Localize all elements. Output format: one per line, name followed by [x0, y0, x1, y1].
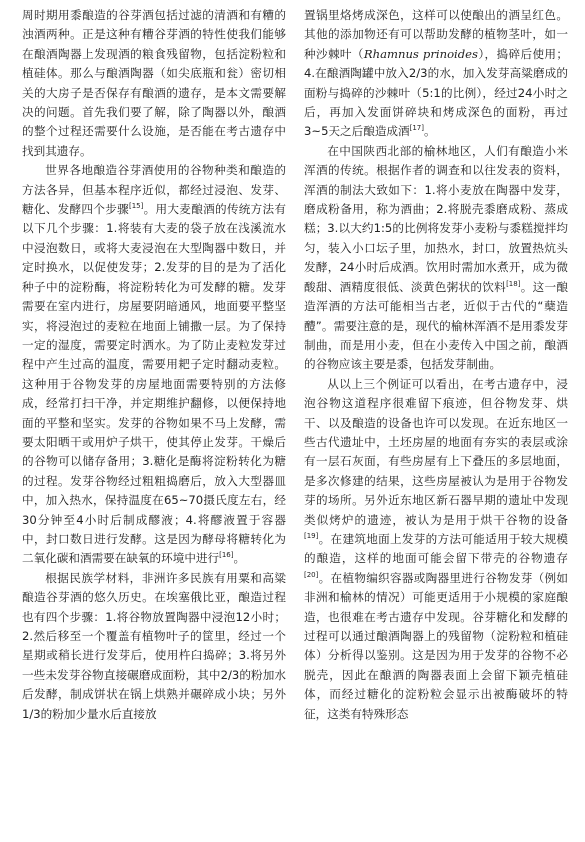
citation-ref: [16]	[219, 551, 234, 560]
paragraph-text: 。用大麦酿酒的传统方法有以下几个步骤：1.将装有大麦的袋子放在浅溪流水中浸泡数日，或将大麦浸泡在大型陶器中数日，并定时换水，以促使发芽；2.发芽的目的是为了活化种子中的淀粉酶，将淀粉转化为可发酵的糖。发芽需要在室内进行，房屋要阴暗通风，地面要平整坚实，将浸泡过的麦粒在地面上铺撒一层。为了保持一定的湿度，需要定时洒水。为了防止麦粒发芽过程中产生过高的温度，需要用耙子定时翻动麦粒。这种用于谷物发芽的房屋地面需要特别的方法修成，经常打扫干净，并定期维护翻修，以便保持地面的平整和坚实。发芽的谷物如果不马上发酵，需要太阳晒干或用炉子烘干，使其停止发芽。干燥后的谷物可以储存备用；3.糖化是酶将淀粉转化为糖的过程。发芽谷物经过粗粗捣磨后，放入大型器皿中，加入热水，保持温度在65~70摄氏度左右，经30分钟至4小时后制成醪液；4.将醪液置于容器中，封口数日进行发酵。这是因为酵母将糖转化为二氧化碳和酒需要在缺氧的环境中进行	[22, 202, 286, 566]
citation-ref: [18]	[506, 279, 521, 288]
paragraph-text: 在中国陕西北部的榆林地区，人们有酿造小米浑酒的传统。根据作者的调查和以往发表的资料，浑酒的制法大致如下：1.将小麦放在陶器中发芽，磨成粉备用，称为酒曲；2.将脱壳黍磨成粉、蒸成糕；3.以大约1:5的比例将发芽小麦粉与黍糕搅拌均匀，装入小口坛子里，加热水，封口，放置热炕头发酵，24小时后成酒。饮用时需加水煮开，成为微酸甜、酒精度很低、淡黄色粥状的饮料	[304, 143, 568, 294]
paragraph	[22, 6, 286, 161]
paragraph-text: ），捣碎后使用；4.在酿酒陶罐中放入2/3的水，加入发芽高粱磨成的面粉与捣碎的沙棘叶（5:1的比例），经过24小时之后，再加入发面饼碎块和烤成深色的面粉，再过3~5天之后酿造成酒	[304, 46, 568, 139]
citation-ref: [17]	[409, 124, 424, 133]
paragraph-text: 。在植物编织容器或陶器里进行谷物发芽（例如非洲和榆林的情况）可能更适用于小规模的家庭酿造，也很难在考古遗存中发现。谷芽糖化和发酵的过程可以通过酿酒陶器上的残留物（淀粉粒和植硅体）分析得以鉴别。这是因为用于发芽的谷物不必脱壳，因此在酿酒的陶器表面上会留下颖壳植硅体，而经过糖化的淀粉粒会显示出被酶破坏的特征，这类有特殊形态	[304, 570, 568, 721]
paragraph-text: 。	[233, 551, 246, 566]
paragraph-text: 根据民族学材料，非洲许多民族有用粟和高粱酿造谷芽酒的悠久历史。在埃塞俄比亚，酿造过程也有四个步骤：1.将谷物放置陶器中浸泡12小时；2.然后移至一个覆盖有植物叶子的筐里，经过一个星期或稍长进行发芽后，使用杵臼捣碎；3.将另外一些未发芽谷物直接碾磨成面粉，其中2/3的粉加水后发酵，制成饼状在锅上烘熟并碾碎成小块；另外1/3的粉加少量水后直接放	[22, 570, 286, 721]
paragraph	[304, 375, 568, 724]
left-text-column	[22, 6, 286, 838]
paragraph-text: 世界各地酿造谷芽酒使用的谷物种类和酿造的方法各异，但基本程序近似，都经过浸泡、发芽、糖化、发酵四个步骤	[22, 163, 286, 217]
paragraph-text: 。	[424, 124, 436, 139]
paragraph	[22, 569, 286, 724]
citation-ref: [19]	[304, 532, 319, 541]
paragraph-text: 。这一酿造浑酒的方法可能相当古老，近似于古代的“蘖造醴”。需要注意的是，现代的榆林浑酒不是用黍发芽制曲，而是用小麦，但在小麦传入中国之前，酿酒的谷物应该主要是黍，包括发芽制曲。	[304, 279, 568, 372]
paragraph-text: 。在建筑地面上发芽的方法可能适用于较大规模的酿造，这样的地面可能会留下带壳的谷物遗存	[304, 531, 568, 566]
paragraph-text: 周时期用黍酿造的谷芽酒包括过滤的清酒和有糟的浊酒两种。正是这种有糟谷芽酒的特性使我们能够在酿酒陶器上发现酒的粮食残留物，包括淀粉粒和植硅体。那么与酿酒陶器（如尖底瓶和瓮）密切相关的大房子是否保存有酿酒的遗存，是本文需要解决的问题。首先我们要了解，除了陶器以外，酿酒的整个过程还需要什么设施，是否能在考古遗存中找到其遗存。	[22, 8, 286, 158]
citation-ref: [20]	[304, 570, 319, 579]
paragraph	[304, 142, 568, 375]
right-text-column	[304, 6, 568, 838]
citation-ref: [15]	[128, 202, 144, 211]
paragraph-text: 置锅里烙烤成深色，这样可以使酿出的酒呈红色。其他的添加物还有可以帮助发酵的植物茎叶，如一种沙棘叶（	[304, 8, 568, 61]
paragraph	[304, 6, 568, 142]
latin-species-name: Rhamnus prinoides	[363, 46, 478, 61]
paragraph-text: 从以上三个例证可以看出，在考古遗存中，浸泡谷物这道程序很难留下痕迹，但谷物发芽、烘干、以及酿造的设备也许可以发现。在近东地区一些古代遗址中，土坯房屋的地面有夯实的表层或涂有一层石灰面，有些房屋有上下叠压的多层地面，是多次修建的结果，这些房屋被认为是用于谷物发芽的场所。另外近东地区新石器早期的遗址中发现类似烤炉的遗迹，被认为是用于烘干谷物的设备	[304, 376, 568, 527]
paragraph	[22, 161, 286, 569]
